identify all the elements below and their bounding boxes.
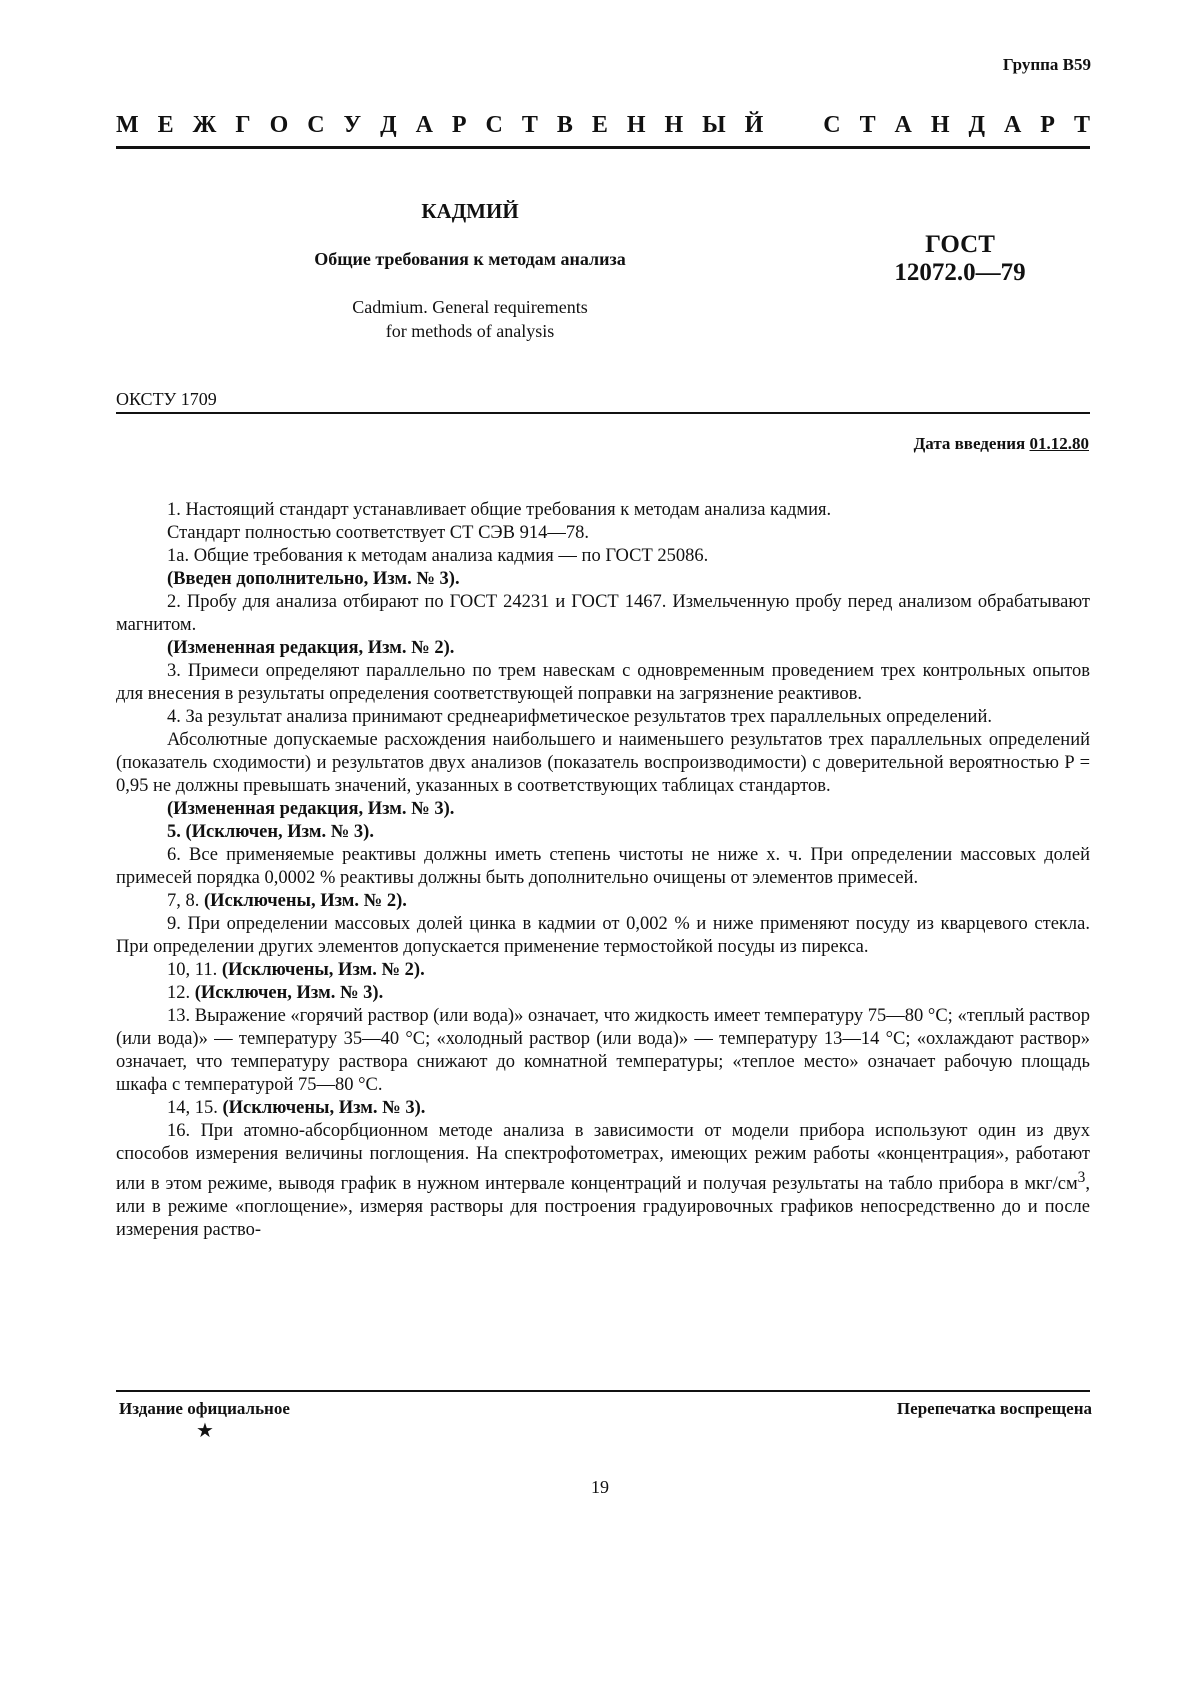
banner-letter: Д xyxy=(968,112,986,138)
paragraph: 4. За результат анализа принимают среднеарифметическое результатов трех параллельных определений. xyxy=(167,707,992,727)
page-number: 19 xyxy=(591,1477,609,1497)
clause-number: 7, 8. xyxy=(167,891,204,911)
banner-letter: С xyxy=(823,112,841,138)
english-title-line: for methods of analysis xyxy=(385,321,555,341)
paragraph: 1а. Общие требования к методам анализа кадмия — по ГОСТ 25086. xyxy=(167,546,709,566)
okstu-rule xyxy=(116,412,1090,414)
amendment-note: (Исключены, Изм. № 3). xyxy=(222,1098,426,1118)
star-icon: ★ xyxy=(196,1420,214,1442)
amendment-note: (Исключены, Изм. № 2). xyxy=(221,960,425,980)
amendment-note: (Измененная редакция, Изм. № 2). xyxy=(167,638,455,658)
english-title xyxy=(250,295,690,343)
amendment-note: (Измененная редакция, Изм. № 3). xyxy=(167,799,455,819)
banner-letter: О xyxy=(269,112,289,138)
paragraph: Абсолютные допускаемые расхождения наибольшего и наименьшего результатов трех параллельных определений (показатель сходимости) и результатов двух анализов (показатель воспроизводимости) с доверительной вероятностью P = 0,95 не должны превышать значений, указанных в соответствующих таблицах стандартов. xyxy=(116,730,1090,796)
paragraph-text: , или в режиме «поглощение», измеряя растворы для построения градуировочных графиков непосредственно до и после измерения раство- xyxy=(116,1174,1090,1241)
banner-letter: Е xyxy=(591,112,608,138)
header-rule xyxy=(116,146,1090,149)
banner-letter: Ж xyxy=(192,112,217,138)
paragraph xyxy=(116,890,1090,913)
paragraph: 1. Настоящий стандарт устанавливает общие требования к методам анализа кадмия. xyxy=(167,500,832,520)
paragraph xyxy=(116,1097,1090,1120)
amendment-note: (Исключены, Изм. № 2). xyxy=(204,891,407,911)
superscript: 3 xyxy=(1077,1169,1086,1186)
paragraph: 6. Все применяемые реактивы должны иметь степень чистоты не ниже х. ч. При определении массовых долей примесей порядка 0,0002 % реактивы должны быть дополнительно очищены от элементов примесей. xyxy=(116,845,1090,888)
banner-letter: Д xyxy=(380,112,397,138)
effective-date-label: Дата введения xyxy=(913,434,1030,453)
gost-number: 12072.0—79 xyxy=(894,259,1026,286)
banner-letter: Н xyxy=(626,112,646,138)
banner-letter: Т xyxy=(1073,112,1090,138)
paragraph: 9. При определении массовых долей цинка в кадмии от 0,002 % и ниже применяют посуду из кварцевого стекла. При определении других элементов допускается применение термостойкой посуды из пирекса. xyxy=(116,914,1090,957)
banner-gap xyxy=(782,110,804,140)
clause-number: 12. xyxy=(167,983,195,1003)
english-title-line: Cadmium. General requirements xyxy=(352,297,588,317)
amendment-note: 5. (Исключен, Изм. № 3). xyxy=(167,822,374,842)
banner-letter: Ы xyxy=(702,112,726,138)
banner-letter: М xyxy=(116,112,139,138)
amendment-note: (Исключен, Изм. № 3). xyxy=(194,983,384,1003)
amendment-note: (Введен дополнительно, Изм. № 3). xyxy=(167,569,460,589)
gost-designation xyxy=(850,231,1070,287)
paragraph xyxy=(116,959,1090,982)
banner-letter: А xyxy=(1003,112,1022,138)
group-code: Группа В59 xyxy=(1002,55,1091,74)
official-edition-label: Издание официальное xyxy=(119,1399,290,1418)
banner-letter: Р xyxy=(1040,112,1055,138)
banner-letter: Н xyxy=(930,112,950,138)
banner-letter: А xyxy=(894,112,912,138)
gost-label: ГОСТ xyxy=(925,231,995,258)
banner-letter: Р xyxy=(451,112,467,138)
banner-letter: У xyxy=(343,112,362,138)
banner-letter: С xyxy=(307,112,325,138)
clause-number: 10, 11. xyxy=(167,960,222,980)
clause-number: 14, 15. xyxy=(167,1098,223,1118)
reprint-prohibited-label: Перепечатка воспрещена xyxy=(896,1399,1092,1418)
interstate-standard-banner xyxy=(116,110,1090,140)
okstu-code: ОКСТУ 1709 xyxy=(116,389,217,409)
paragraph: Стандарт полностью соответствует СТ СЭВ 914—78. xyxy=(167,523,589,543)
paragraph: 2. Пробу для анализа отбирают по ГОСТ 24231 и ГОСТ 1467. Измельченную пробу перед анализом обрабатывают магнитом. xyxy=(116,592,1090,635)
banner-letter: В xyxy=(556,112,573,138)
document-subtitle: Общие требования к методам анализа xyxy=(314,249,626,269)
banner-letter: А xyxy=(415,112,433,138)
paragraph-text: 16. При атомно-абсорбционном методе анализа в зависимости от модели прибора используют один из двух способов измерения величины поглощения. На спектрофотометрах, имеющих режим работы «концентрация», работают или в этом режиме, выводя график в нужном интервале концентраций и получая результаты на табло прибора в мкг/см xyxy=(116,1121,1090,1195)
banner-letter: Н xyxy=(664,112,684,138)
paragraph xyxy=(116,982,1090,1005)
effective-date-value: 01.12.80 xyxy=(1029,434,1089,453)
paragraph xyxy=(116,1120,1090,1242)
effective-date xyxy=(914,434,1089,454)
footer-rule xyxy=(116,1390,1090,1392)
document-title: КАДМИЙ xyxy=(421,199,519,223)
paragraph: 3. Примеси определяют параллельно по трем навескам с одновременным проведением трех контрольных опытов для внесения в результаты определения соответствующей поправки на загрязнение реактивов. xyxy=(116,661,1090,704)
banner-letter: С xyxy=(485,112,503,138)
banner-letter: Т xyxy=(859,112,876,138)
banner-letter: Й xyxy=(744,112,764,138)
paragraph: 13. Выражение «горячий раствор (или вода)» означает, что жидкость имеет температуру 75—80 °С; «теплый раствор (или вода)» — температуру 35—40 °С; «холодный раствор (или вода)» — температуру 13—14 °С; «охлаждают раствор» означает, что температуру раствора снижают до комнатной температуры; «теплое место» означает рабочую площадь шкафа с температурой 75—80 °С. xyxy=(116,1006,1090,1095)
document-body xyxy=(116,499,1090,1242)
banner-letter: Г xyxy=(235,112,251,138)
banner-letter: Т xyxy=(521,112,538,138)
banner-letter: Е xyxy=(157,112,174,138)
